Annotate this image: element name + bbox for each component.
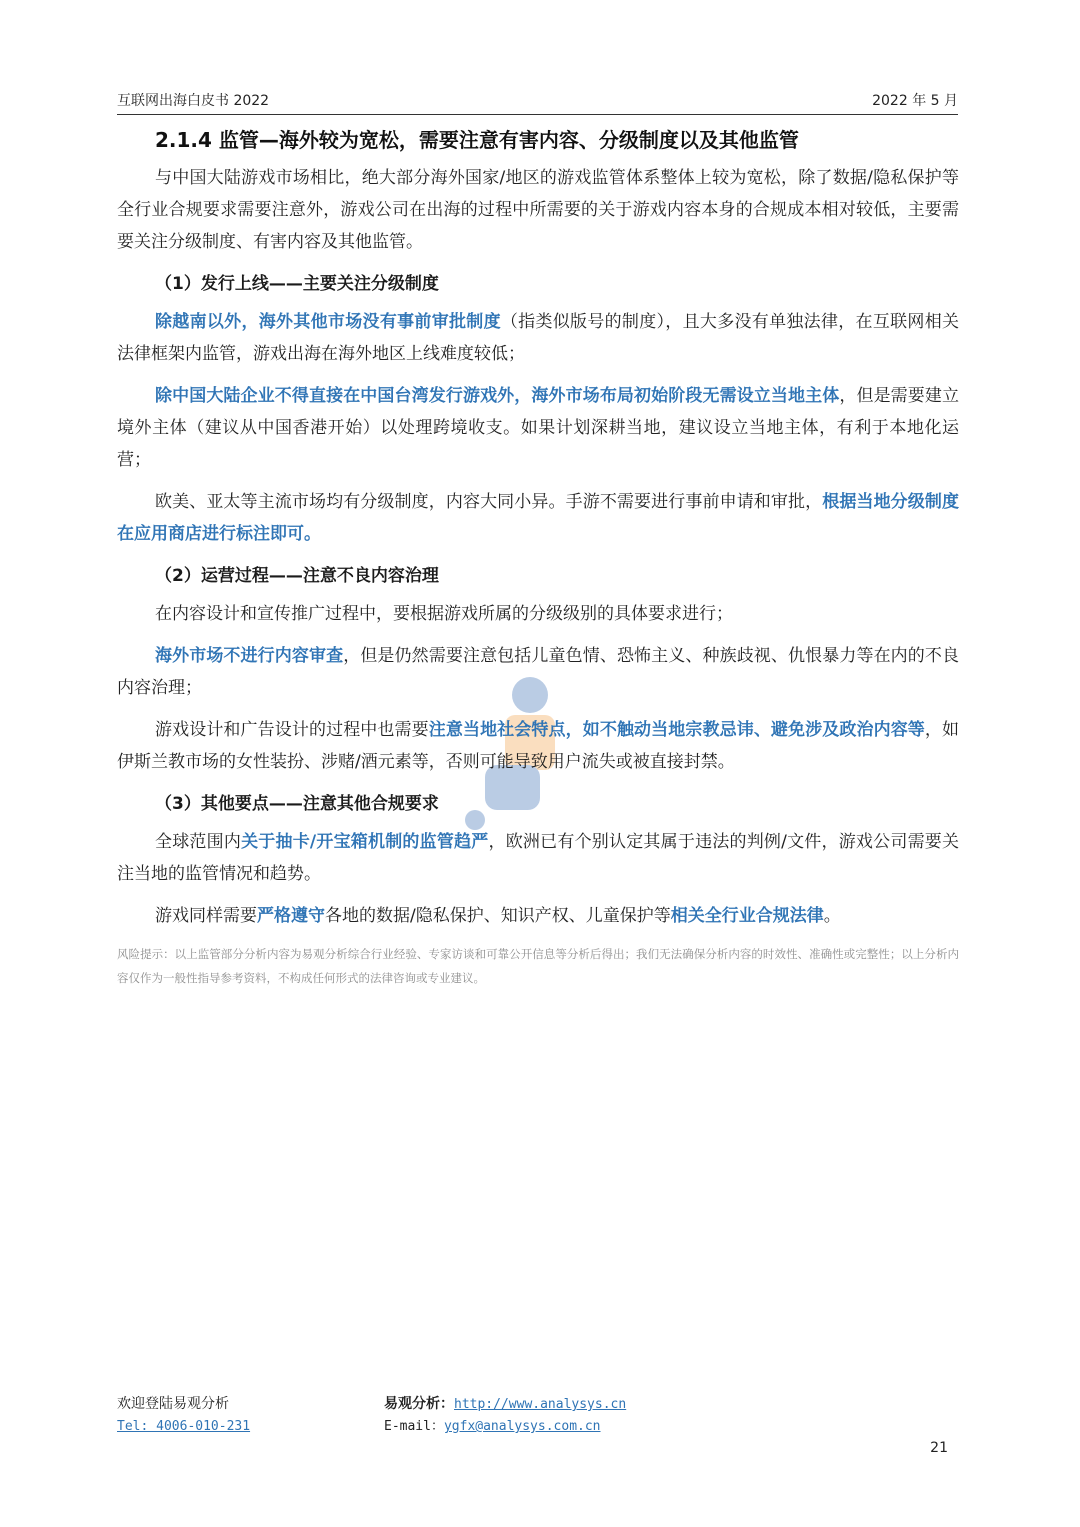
s1-p3-highlight: 根据当地分级制度在应用商店进行标注即可。 [117, 492, 960, 544]
main-content [117, 120, 959, 990]
subsection-2-title: （2）运营过程——注意不良内容治理 [155, 566, 439, 586]
s3-p2-highlight-2: 相关全行业合规法律 [670, 906, 824, 926]
s3-p2-text-end: 。 [823, 906, 841, 926]
s3-paragraph-2 [117, 900, 959, 932]
s1-paragraph-2 [117, 380, 959, 476]
s2-p3-text-pre: 游戏设计和广告设计的过程中也需要 [155, 720, 429, 740]
s2-paragraph-2 [117, 640, 959, 704]
intro-paragraph: 与中国大陆游戏市场相比，绝大部分海外国家/地区的游戏监管体系整体上较为宽松，除了数据/隐私保护等全行业合规要求需要注意外，游戏公司在出海的过程中所需要的关于游戏内容本身的合规成本相对较低，主要需要关注分级制度、有害内容及其他监管。 [117, 168, 959, 252]
s1-p1-text: （指类似版号的制度），且大多没有单独法律，在互联网相关法律框架内监管，游戏出海在海外地区上线难度较低； [117, 312, 960, 364]
footer-email-label: E-mail： [384, 1419, 444, 1434]
section-heading: 2.1.4 监管—海外较为宽松，需要注意有害内容、分级制度以及其他监管 [155, 128, 799, 152]
s2-p2-highlight: 海外市场不进行内容审查 [155, 646, 344, 666]
s3-paragraph-1 [117, 826, 959, 890]
s3-p2-text-mid: 各地的数据/隐私保护、知识产权、儿童保护等 [325, 906, 671, 926]
footer-email-link[interactable]: ygfx@analysys.com.cn [443, 1419, 601, 1434]
header-title: 互联网出海白皮书 2022 [117, 93, 270, 109]
s2-p2-text: ，但是仍然需要注意包括儿童色情、恐怖主义、种族歧视、仇恨暴力等在内的不良内容治理； [117, 646, 960, 698]
page-header [117, 88, 958, 115]
s1-p1-highlight: 除越南以外，海外其他市场没有事前审批制度 [155, 312, 501, 332]
footer-url-link[interactable]: http://www.analysys.cn [454, 1397, 627, 1412]
s3-p1-text-rest: ，欧洲已有个别认定其属于违法的判例/文件，游戏公司需要关注当地的监管情况和趋势。 [117, 832, 959, 884]
s3-p1-text-pre: 全球范围内 [155, 832, 242, 852]
s3-p2-text-pre: 游戏同样需要 [155, 906, 257, 926]
risk-disclaimer: 风险提示：以上监管部分分析内容为易观分析综合行业经验、专家访谈和可靠公开信息等分析后得出；我们无法确保分析内容的时效性、准确性或完整性；以上分析内容仅作为一般性指导参考资料，不构成任何形式的法律咨询或专业建议。 [117, 947, 959, 985]
s1-paragraph-3 [117, 486, 959, 550]
header-date: 2022 年 5 月 [872, 93, 958, 109]
footer-tel-link[interactable]: Tel: 4006-010-231 [117, 1419, 251, 1434]
s1-p2-highlight: 除中国大陆企业不得直接在中国台湾发行游戏外，海外市场布局初始阶段无需设立当地主体 [155, 386, 840, 406]
s2-p3-highlight-1: 注意当地社会特点 [428, 720, 566, 740]
s2-paragraph-1: 在内容设计和宣传推广过程中，要根据游戏所属的分级级别的具体要求进行； [155, 604, 733, 624]
footer-welcome: 欢迎登陆易观分析 [117, 1396, 229, 1412]
s1-p3-text: 欧美、亚太等主流市场均有分级制度，内容大同小异。手游不需要进行事前申请和审批， [155, 492, 823, 512]
s2-p3-text-rest: ，如伊斯兰教市场的女性装扮、涉赌/酒元素等，否则可能导致用户流失或被直接封禁。 [117, 720, 960, 772]
s1-paragraph-1 [117, 306, 959, 370]
s3-p2-highlight-1: 严格遵守 [257, 906, 325, 926]
s2-paragraph-3 [117, 714, 959, 778]
s3-p1-highlight: 关于抽卡/开宝箱机制的监管趋严 [241, 832, 489, 852]
subsection-1-title: （1）发行上线——主要关注分级制度 [155, 274, 439, 294]
page-number: 21 [930, 1440, 948, 1456]
s1-p2-text: ，但是需要建立境外主体（建议从中国香港开始）以处理跨境收支。如果计划深耕当地，建议设立当地主体，有利于本地化运营； [117, 386, 960, 470]
footer-contact [117, 1393, 377, 1437]
footer-brand-label: 易观分析： [384, 1396, 454, 1412]
subsection-3-title: （3）其他要点——注意其他合规要求 [155, 794, 439, 814]
s2-p3-highlight-2: 如不触动当地宗教忌讳、避免涉及政治内容等 [582, 720, 925, 740]
s2-p3-comma: ， [565, 720, 583, 740]
footer-brand [384, 1393, 784, 1437]
